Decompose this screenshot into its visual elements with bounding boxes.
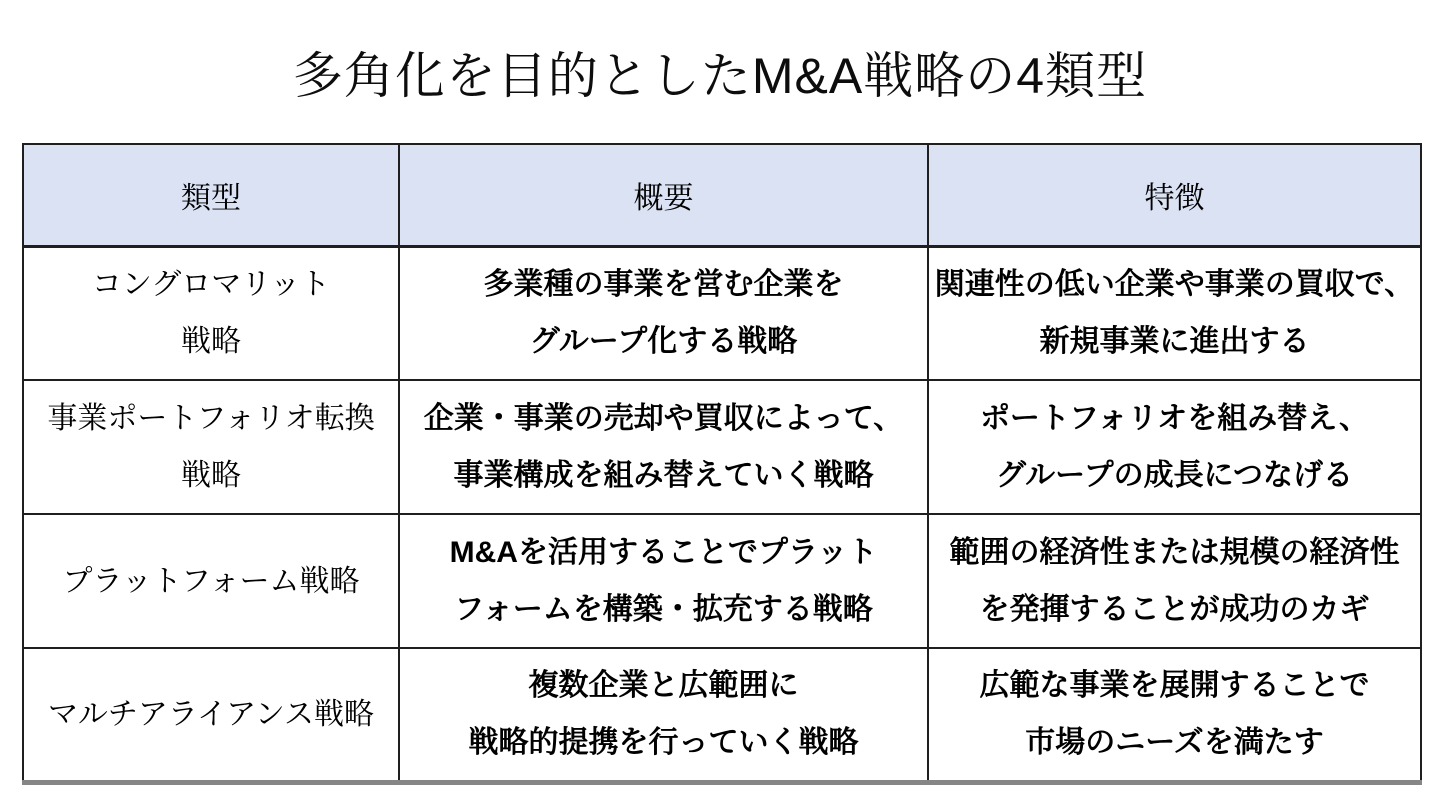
cell-text-line: 戦略 — [181, 325, 241, 359]
cell-text-line: グループ化する戦略 — [529, 325, 798, 359]
cell-text-line: 範囲の経済性または規模の経済性 — [949, 536, 1400, 569]
ma-strategy-table — [22, 143, 1422, 785]
cell-text-line: 事業構成を組み替えていく戦略 — [453, 459, 874, 492]
feature-cell — [928, 514, 1421, 648]
column-header-type: 類型 — [23, 144, 399, 246]
cell-text-line: 市場のニーズを満たす — [1025, 726, 1324, 760]
cell-text-line: 広範な事業を展開することで — [979, 669, 1370, 703]
cell-text-line: ポートフォリオを組み替え、 — [979, 402, 1370, 435]
table-row-portfolio-shift — [23, 380, 1421, 514]
type-cell — [23, 648, 399, 782]
feature-cell — [928, 648, 1421, 782]
table-header-row — [23, 144, 1421, 246]
cell-text-line: を発揮することが成功のカギ — [979, 593, 1370, 626]
table-row-platform — [23, 514, 1421, 648]
overview-cell — [399, 514, 928, 648]
cell-text-line: マルチアライアンス戦略 — [47, 697, 375, 731]
cell-text-line: 戦略 — [181, 459, 241, 492]
cell-text-line: グループの成長につなげる — [996, 459, 1353, 492]
feature-cell — [928, 246, 1421, 380]
table-row-conglomerate — [23, 246, 1421, 380]
cell-text-line: 複数企業と広範囲に — [528, 669, 799, 703]
overview-cell — [399, 648, 928, 782]
cell-text-line: 事業ポートフォリオ転換 — [47, 402, 375, 435]
cell-text-line: フォームを構築・拡充する戦略 — [454, 593, 873, 626]
overview-cell — [399, 246, 928, 380]
column-header-overview: 概要 — [399, 144, 928, 246]
page-title: 多角化を目的としたM&A戦略の4類型 — [292, 48, 1148, 104]
type-cell — [23, 514, 399, 648]
overview-cell — [399, 380, 928, 514]
cell-text-line: プラットフォーム戦略 — [62, 564, 360, 598]
cell-text-line: 関連性の低い企業や事業の買収で、 — [934, 268, 1415, 302]
type-cell — [23, 246, 399, 380]
cell-text-line: コングロマリット — [91, 268, 331, 302]
type-cell — [23, 380, 399, 514]
cell-text-line: 企業・事業の売却や買収によって、 — [423, 402, 904, 435]
column-header-feature: 特徴 — [928, 144, 1421, 246]
cell-text-line: 戦略的提携を行っていく戦略 — [468, 726, 859, 760]
cell-text-line: 新規事業に進出する — [1039, 325, 1310, 359]
feature-cell — [928, 380, 1421, 514]
table-row-multi-alliance — [23, 648, 1421, 782]
cell-text-line: 多業種の事業を営む企業を — [483, 268, 844, 302]
cell-text-line: M&Aを活用することでプラット — [449, 536, 878, 569]
